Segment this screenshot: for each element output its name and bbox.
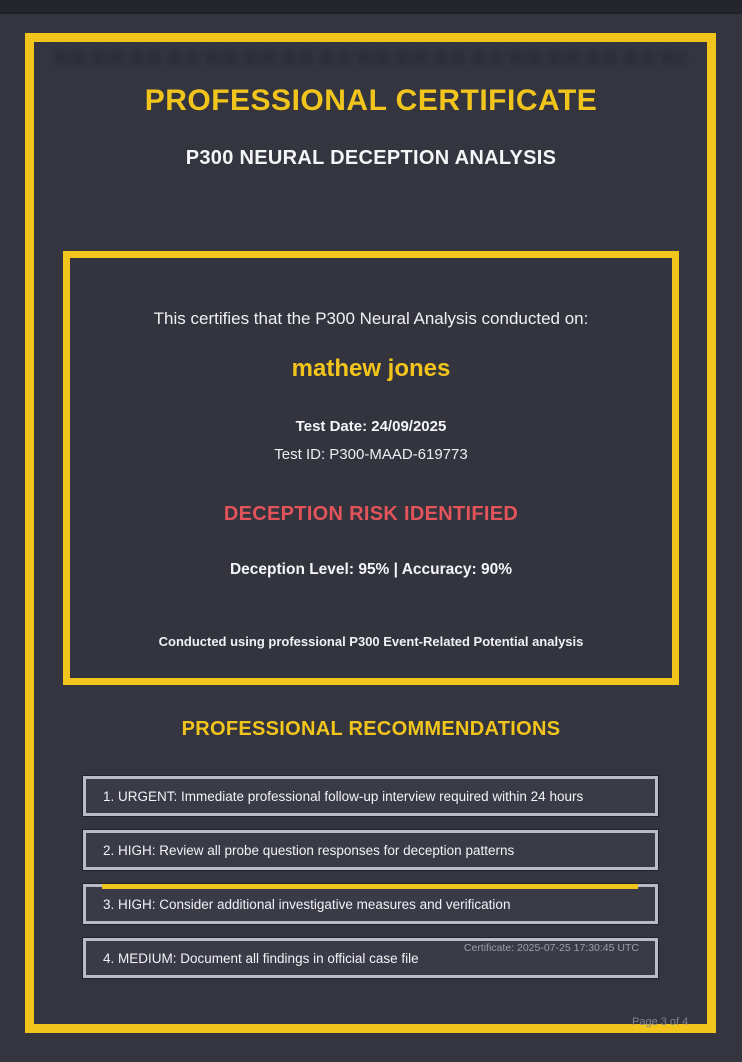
analysis-method-note: Conducted using professional P300 Event-Related Potential analysis xyxy=(158,634,584,649)
certificate-inner-panel xyxy=(63,251,679,685)
recommendation-item-1 xyxy=(83,776,658,816)
yellow-divider-strip xyxy=(102,884,638,889)
recommendation-text: 2. HIGH: Review all probe question responses for deception patterns xyxy=(103,842,515,858)
test-date: Test Date: 24/09/2025 xyxy=(295,418,447,435)
recommendation-text: 1. URGENT: Immediate professional follow-up interview required within 24 hours xyxy=(103,788,584,804)
recommendation-item-4 xyxy=(83,938,658,978)
recommendation-item-3 xyxy=(83,884,658,924)
deception-verdict: DECEPTION RISK IDENTIFIED xyxy=(223,503,519,525)
subject-name: mathew jones xyxy=(291,355,451,382)
page-subtitle: P300 NEURAL DECEPTION ANALYSIS xyxy=(185,147,557,169)
certificate-timestamp: Certificate: 2025-07-25 17:30:45 UTC xyxy=(463,942,639,954)
page-number: Page 3 of 4 xyxy=(632,1016,689,1028)
recommendation-item-2 xyxy=(83,830,658,870)
ghost-text-strip xyxy=(55,51,685,65)
recommendation-text: 4. MEDIUM: Document all findings in official case file xyxy=(103,950,419,966)
page-title: PROFESSIONAL CERTIFICATE xyxy=(144,84,598,117)
certify-intro-text: This certifies that the P300 Neural Analysis conducted on: xyxy=(153,309,589,328)
recommendation-text: 3. HIGH: Consider additional investigative measures and verification xyxy=(103,896,511,912)
test-id: Test ID: P300-MAAD-619773 xyxy=(274,446,468,463)
deception-metrics: Deception Level: 95% | Accuracy: 90% xyxy=(229,561,513,578)
recommendations-heading: PROFESSIONAL RECOMMENDATIONS xyxy=(181,718,561,740)
top-edge-band xyxy=(0,0,742,14)
